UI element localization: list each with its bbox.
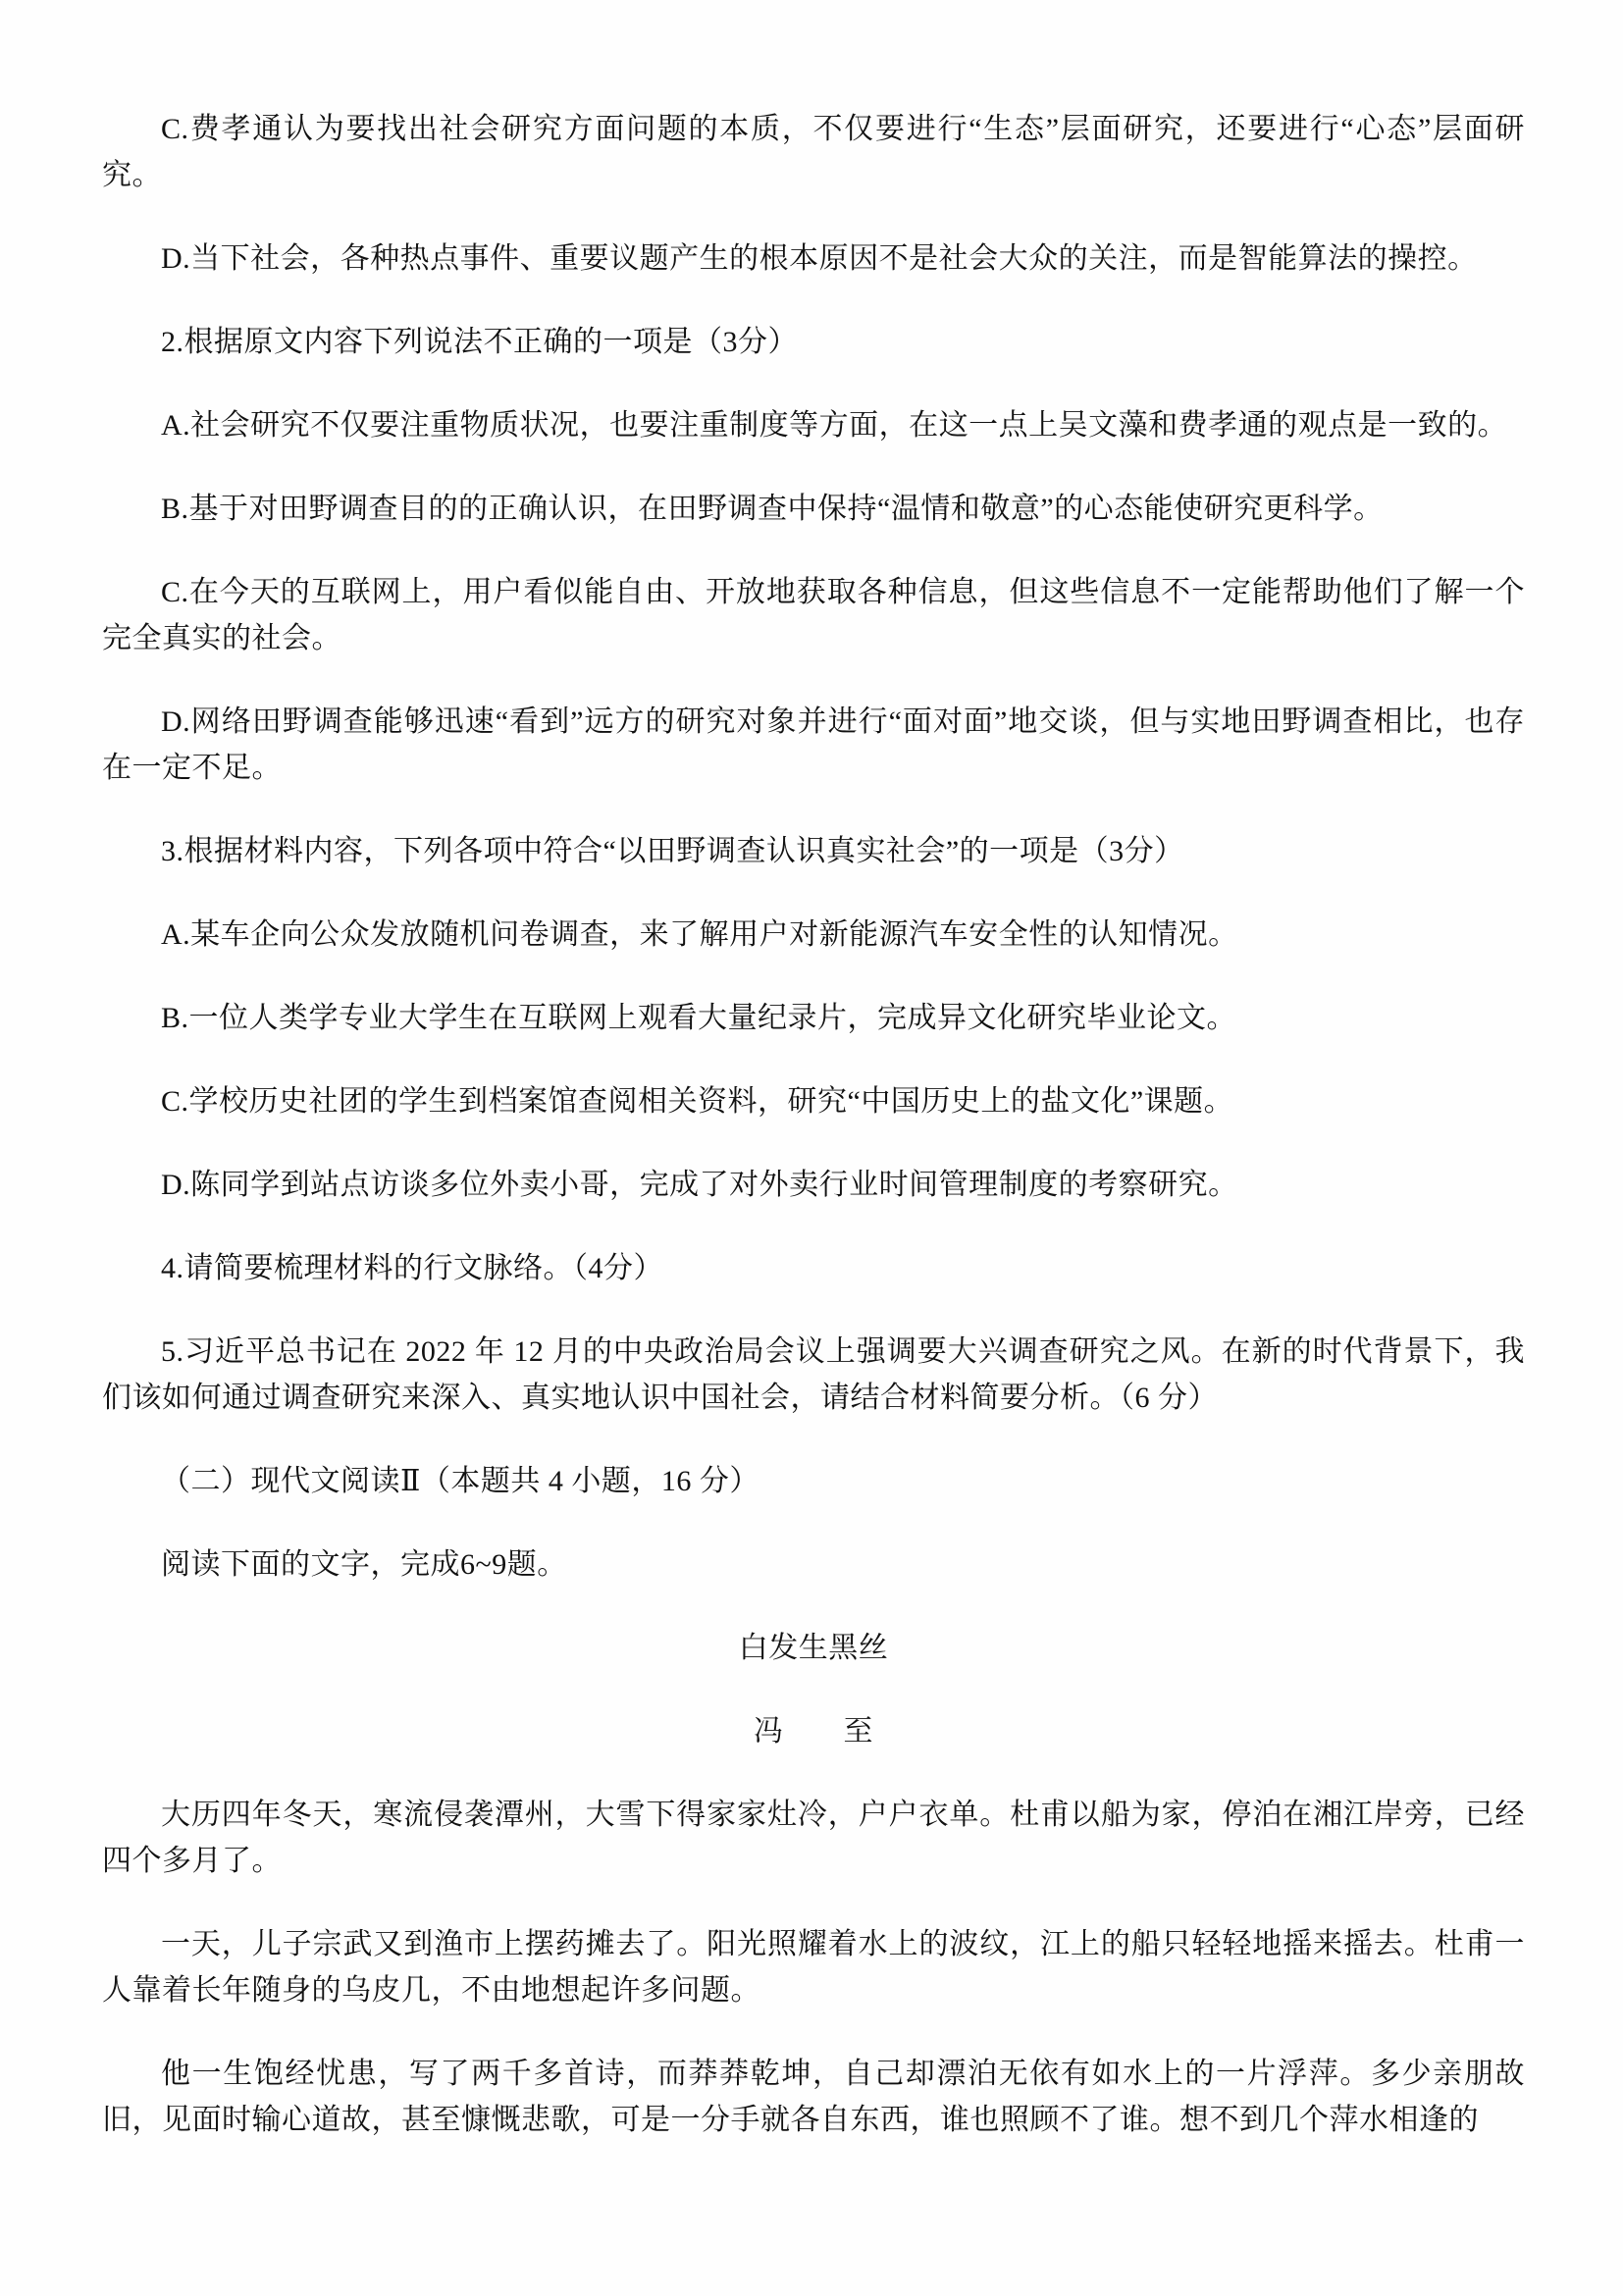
option-c-q1: C.费孝通认为要找出社会研究方面问题的本质，不仅要进行“生态”层面研究，还要进行“心态”层面研究。: [102, 113, 1525, 191]
option-d-q3: D.陈同学到站点访谈多位外卖小哥，完成了对外卖行业时间管理制度的考察研究。: [161, 1169, 1238, 1201]
passage-paragraph-2: 一天，儿子宗武又到渔市上摆药摊去了。阳光照耀着水上的波纹，江上的船只轻轻地摇来摇去。杜甫一人靠着长年随身的乌皮几，不由地想起许多问题。: [102, 1928, 1525, 2007]
option-b-q2: B.基于对田野调查目的的正确认识，在田野调查中保持“温情和敬意”的心态能使研究更科学。: [161, 493, 1384, 525]
passage-title: 白发生黑丝: [738, 1632, 889, 1664]
option-b-q3: B.一位人类学专业大学生在互联网上观看大量纪录片，完成异文化研究毕业论文。: [161, 1002, 1237, 1034]
option-a-q3: A.某车企向公众发放随机问卷调查，来了解用户对新能源汽车安全性的认知情况。: [161, 918, 1238, 951]
question-2: 2.根据原文内容下列说法不正确的一项是（3分）: [161, 326, 798, 358]
option-d-q2: D.网络田野调查能够迅速“看到”远方的研究对象并进行“面对面”地交谈，但与实地田野调查相比，也存在一定不足。: [102, 705, 1525, 784]
question-4: 4.请简要梳理材料的行文脉络。（4分）: [161, 1252, 663, 1284]
option-d-q1: D.当下社会，各种热点事件、重要议题产生的根本原因不是社会大众的关注，而是智能算法的操控。: [161, 242, 1478, 275]
question-5: 5.习近平总书记在 2022 年 12 月的中央政治局会议上强调要大兴调查研究之风。在新的时代背景下，我们该如何通过调查研究来深入、真实地认识中国社会，请结合材料简要分析。（6 分）: [102, 1335, 1525, 1414]
section-2-heading: （二）现代文阅读Ⅱ（本题共 4 小题，16 分）: [161, 1465, 759, 1497]
question-3: 3.根据材料内容，下列各项中符合“以田野调查认识真实社会”的一项是（3分）: [161, 835, 1184, 867]
option-c-q3: C.学校历史社团的学生到档案馆查阅相关资料，研究“中国历史上的盐文化”课题。: [161, 1085, 1234, 1118]
passage-paragraph-3: 他一生饱经忧患，写了两千多首诗，而莽莽乾坤，自己却漂泊无依有如水上的一片浮萍。多少亲朋故旧，见面时输心道故，甚至慷慨悲歌，可是一分手就各自东西，谁也照顾不了谁。想不到几个萍水相逢的: [102, 2058, 1525, 2136]
passage-paragraph-1: 大历四年冬天，寒流侵袭潭州，大雪下得家家灶冷，户户衣单。杜甫以船为家，停泊在湘江岸旁，已经四个多月了。: [102, 1799, 1525, 1877]
reading-instruction: 阅读下面的文字，完成6~9题。: [161, 1548, 567, 1581]
passage-author: 冯 至: [754, 1715, 873, 1748]
option-a-q2: A.社会研究不仅要注重物质状况，也要注重制度等方面，在这一点上吴文藻和费孝通的观点是一致的。: [161, 409, 1508, 442]
option-c-q2: C.在今天的互联网上，用户看似能自由、开放地获取各种信息，但这些信息不一定能帮助他们了解一个完全真实的社会。: [102, 576, 1525, 654]
